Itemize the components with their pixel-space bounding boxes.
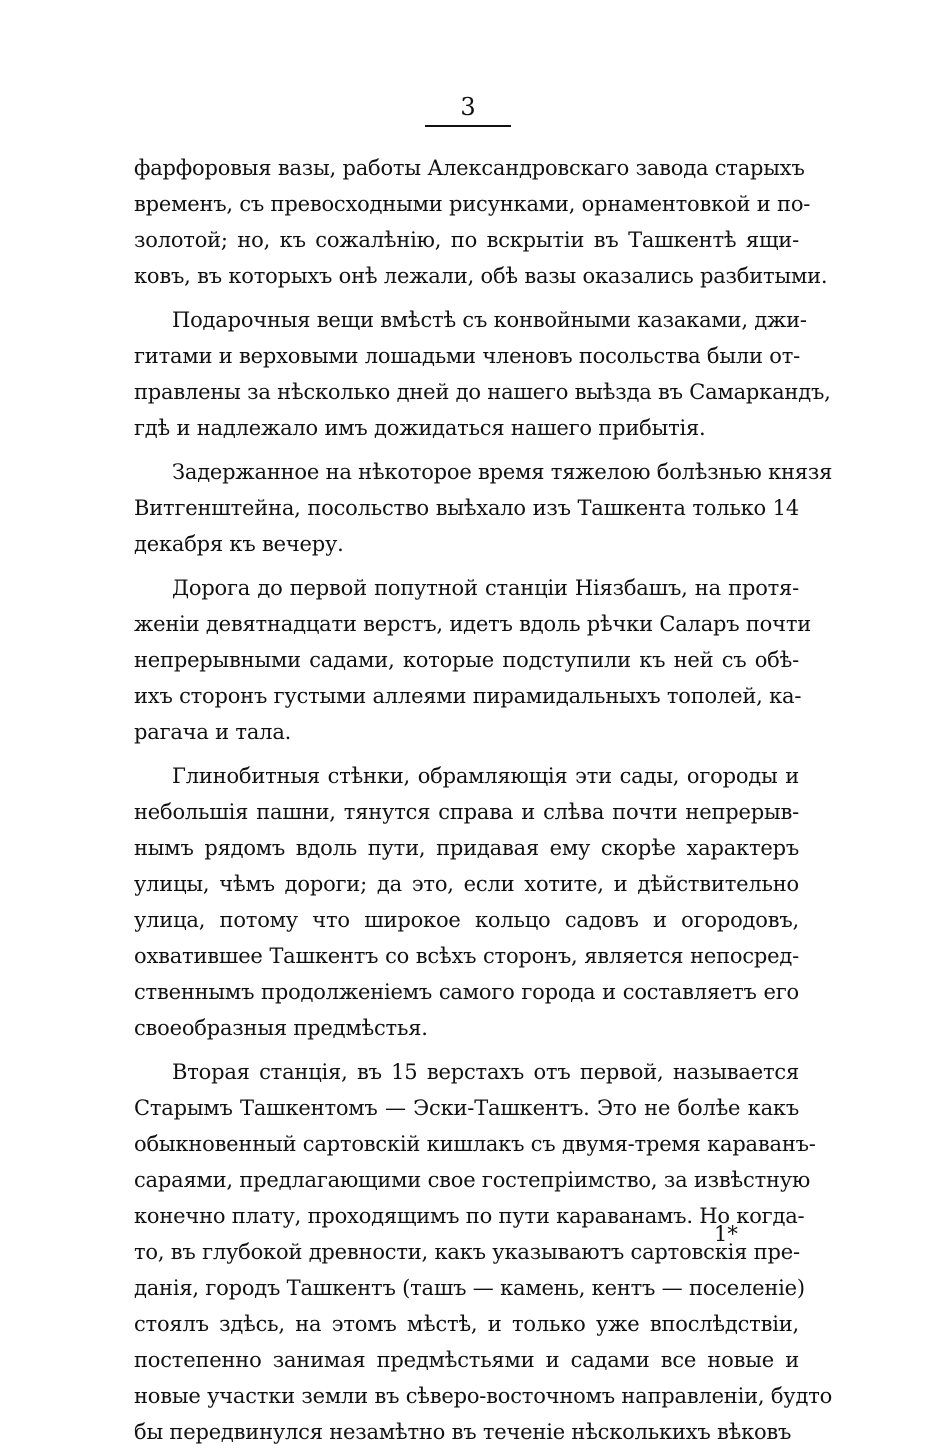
- text-line: непрерывными садами, которые подступили къ ней съ обѣ-: [134, 648, 799, 672]
- text-line: Дорога до первой попутной станціи Ніязбашъ, на протя-: [172, 576, 799, 600]
- paragraph: [134, 758, 799, 1046]
- body-text: [134, 150, 833, 1450]
- text-line: Старымъ Ташкентомъ — Эски-Ташкентъ. Это не болѣе какъ: [134, 1096, 799, 1120]
- text-line: временъ, съ превосходными рисунками, орнаментовкой и по-: [134, 192, 811, 216]
- text-line: фарфоровыя вазы, работы Александровскаго завода старыхъ: [134, 156, 805, 180]
- text-line: новые участки земли въ сѣверо-восточномъ направленіи, будто: [134, 1384, 833, 1408]
- paragraph-gap: [134, 294, 799, 302]
- paragraph-gap: [134, 562, 799, 570]
- text-line: Задержанное на нѣкоторое время тяжелою болѣзнью князя: [172, 460, 833, 484]
- text-line: улицы, чѣмъ дороги; да это, если хотите, и дѣйствительно: [134, 872, 799, 896]
- paragraph: [134, 454, 833, 562]
- text-line: охватившее Ташкентъ со всѣхъ сторонъ, является непосред-: [134, 944, 799, 968]
- paragraph-gap: [134, 1046, 799, 1054]
- text-line: гдѣ и надлежало имъ дожидаться нашего прибытія.: [134, 416, 706, 440]
- text-line: гитами и верховыми лошадьми членовъ посольства были от-: [134, 344, 801, 368]
- text-line: небольшія пашни, тянутся справа и слѣва почти непрерыв-: [134, 800, 799, 824]
- text-line: обыкновенный сартовскій кишлакъ съ двумя-тремя караванъ-: [134, 1132, 816, 1156]
- text-line: декабря къ вечеру.: [134, 532, 344, 556]
- text-line: Подарочныя вещи вмѣстѣ съ конвойными казаками, джи-: [172, 308, 807, 332]
- page-number-rule: [425, 125, 511, 127]
- text-line: рагача и тала.: [134, 720, 292, 744]
- text-line: бы передвинулся незамѣтно въ теченіе нѣсколькихъ вѣковъ: [134, 1420, 792, 1444]
- text-line: ственнымъ продолженіемъ самого города и составляетъ его: [134, 980, 799, 1004]
- text-line: то, въ глубокой древности, какъ указываютъ сартовскія пре-: [134, 1240, 800, 1264]
- paragraph-gap: [134, 446, 799, 454]
- paragraph-gap: [134, 750, 799, 758]
- paragraph: [134, 302, 831, 446]
- text-line: Витгенштейна, посольство выѣхало изъ Ташкента только 14: [134, 496, 799, 520]
- text-line: нымъ рядомъ вдоль пути, придавая ему скорѣе характеръ: [134, 836, 799, 860]
- paragraph: [134, 570, 812, 750]
- text-line: ихъ сторонъ густыми аллеями пирамидальныхъ тополей, ка-: [134, 684, 802, 708]
- paragraph: [134, 1054, 833, 1450]
- text-line: Вторая станція, въ 15 верстахъ отъ первой, называется: [172, 1060, 799, 1084]
- text-line: Глинобитныя стѣнки, обрамляющія эти сады, огороды и: [172, 764, 799, 788]
- text-line: ковъ, въ которыхъ онѣ лежали, обѣ вазы оказались разбитыми.: [134, 264, 828, 288]
- text-line: правлены за нѣсколько дней до нашего выѣзда въ Самаркандъ,: [134, 380, 831, 404]
- text-line: улица, потому что широкое кольцо садовъ и огородовъ,: [134, 908, 799, 932]
- paragraph: [134, 150, 828, 294]
- text-line: стоялъ здѣсь, на этомъ мѣстѣ, и только уже впослѣдствіи,: [134, 1312, 799, 1336]
- text-line: конечно плату, проходящимъ по пути караванамъ. Но когда-: [134, 1204, 805, 1228]
- text-line: золотой; но, къ сожалѣнію, по вскрытіи въ Ташкентѣ ящи-: [134, 228, 799, 252]
- text-line: сараями, предлагающими свое гостепріимство, за извѣстную: [134, 1168, 811, 1192]
- signature-mark: 1*: [714, 1222, 738, 1246]
- text-line: постепенно занимая предмѣстьями и садами все новые и: [134, 1348, 799, 1372]
- text-line: данія, городъ Ташкентъ (ташъ — камень, кентъ — поселеніе): [134, 1276, 805, 1300]
- text-line: женіи девятнадцати верстъ, идетъ вдоль рѣчки Саларъ почти: [134, 612, 812, 636]
- text-line: своеобразныя предмѣстья.: [134, 1016, 428, 1040]
- page-number: 3: [460, 93, 476, 121]
